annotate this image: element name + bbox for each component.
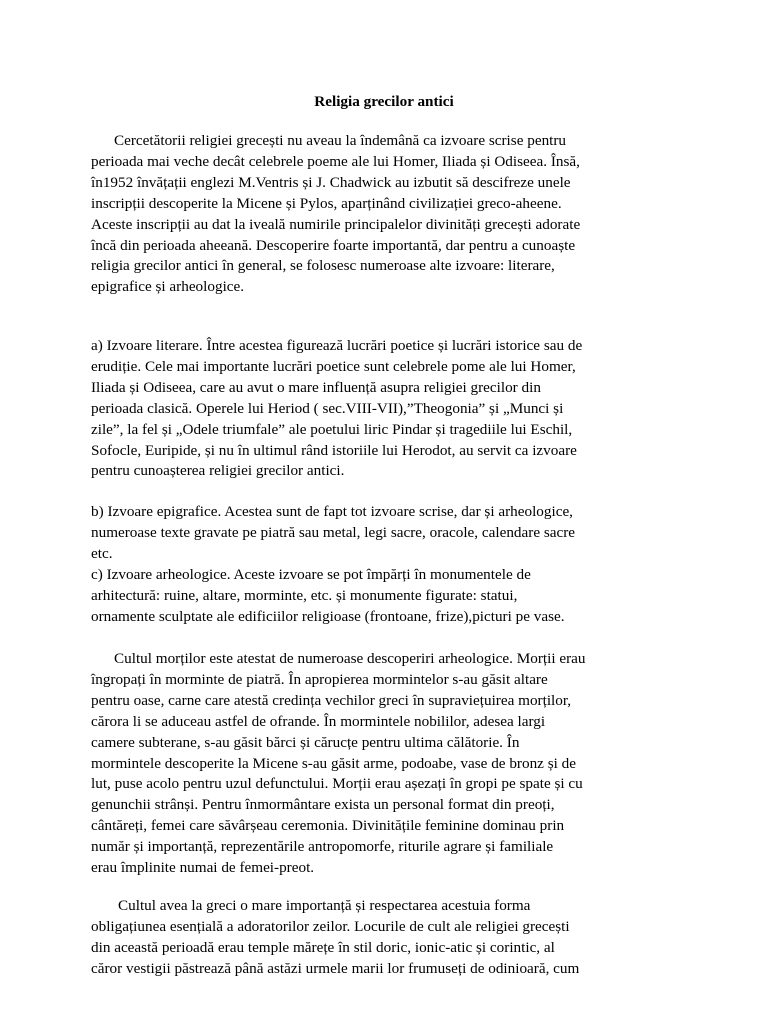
text-line: pentru cunoașterea religiei grecilor antici. (91, 462, 345, 480)
text-line: genunchii strânși. Pentru înmormântare exista un personal format din preoți, (91, 796, 555, 814)
text-line: obligațiunea esențială a adoratorilor zeilor. Locurile de cult ale religiei grecești (91, 917, 570, 935)
text-line: b) Izvoare epigrafice. Acestea sunt de fapt tot izvoare scrise, dar și arheologice, (91, 503, 573, 520)
text-line: cărora li se aduceau astfel de ofrande. În mormintele nobililor, adesea largi (91, 712, 546, 730)
text-line: arhitectură: ruine, altare, morminte, etc. și monumente figurate: statui, (91, 586, 518, 604)
text-line: erau împlinite numai de femei-preot. (91, 859, 315, 877)
text-line: erudiție. Cele mai importante lucrări poetice sunt celebrele pome ale lui Homer, (91, 357, 576, 375)
text-line: încă din perioada aheeană. Descoperire foarte importantă, dar pentru a cunoaște (91, 236, 576, 254)
text-line: cântăreți, femei care săvârșeau ceremonia. Divinitățile feminine dominau prin (91, 817, 565, 835)
text-line: din această perioadă erau temple mărețe în stil doric, ionic-atic și corintic, al (91, 938, 555, 956)
text-line: religia grecilor antici în general, se folosesc numeroase alte izvoare: literare, (91, 257, 555, 275)
text-line: camere subterane, s-au găsit bărci și cărucțe pentru ultima călătorie. În (91, 733, 520, 751)
text-line: numeroase texte gravate pe piatră sau metal, legi sacre, oracole, calendare sacre (91, 523, 576, 541)
page-title: Religia grecilor antici (314, 93, 454, 110)
text-line: perioada clasică. Operele lui Heriod ( sec.VIII-VII),”Theogonia” și „Munci și (91, 399, 564, 417)
paragraph-cult-worship (91, 896, 691, 980)
text-line: număr și importanță, reprezentările antropomorfe, riturile agrare și familiale (91, 838, 554, 856)
text-line: Aceste inscripții au dat la iveală numirile principalelor divinități grecești adorate (91, 215, 581, 233)
text-line: îngropați în morminte de piatră. În apropierea mormintelor s-au găsit altare (91, 670, 548, 688)
paragraph-cult-of-dead (91, 649, 691, 879)
text-line: zile”, la fel și „Odele triumfale” ale poetului liric Pindar și tragediile lui Eschil, (91, 420, 573, 438)
text-line: a) Izvoare literare. Între acestea figurează lucrări poetice și lucrări istorice sau de (91, 337, 583, 354)
text-line: căror vestigii păstrează până astăzi urmele marii lor frumuseți de odinioară, cum (91, 959, 580, 977)
text-line: Cultul morților este atestat de numeroase descoperiri arheologice. Morții erau (114, 650, 586, 667)
text-line: etc. (91, 544, 113, 562)
text-line: Cercetătorii religiei grecești nu aveau la îndemână ca izvoare scrise pentru (114, 132, 567, 149)
text-line: Sofocle, Euripide, și nu în ultimul rând istoriile lui Herodot, au servit ca izvoare (91, 441, 577, 459)
text-line: ornamente sculptate ale edificiilor religioase (frontoane, frize),picturi pe vase. (91, 607, 565, 625)
paragraph-intro (91, 131, 691, 298)
text-line: pentru oase, carne care atestă credința vechilor greci în supraviețuirea morților, (91, 691, 572, 709)
text-line: c) Izvoare arheologice. Aceste izvoare se pot împărți în monumentele de (91, 565, 531, 583)
text-line: Cultul avea la greci o mare importanță și respectarea acestuia forma (118, 897, 531, 914)
paragraph-epigraphic-archaeological-sources (91, 502, 691, 627)
text-line: lut, puse acolo pentru uzul defunctului. Morții erau așezați în gropi pe spate și cu (91, 775, 583, 793)
paragraph-literary-sources (91, 336, 691, 482)
text-line: perioada mai veche decât celebrele poeme ale lui Homer, Iliada și Odiseea. Însă, (91, 152, 580, 170)
text-line: mormintele descoperite la Micene s-au găsit arme, podoabe, vase de bronz și de (91, 754, 576, 772)
text-line: Iliada și Odiseea, care au avut o mare influență asupra religiei grecilor din (91, 378, 541, 396)
text-line: inscripții descoperite la Micene și Pylos, aparținând civilizației greco-aheene. (91, 194, 562, 212)
text-line: epigrafice și arheologice. (91, 278, 245, 296)
text-line: în1952 învățații englezi M.Ventris și J. Chadwick au izbutit să descifreze unele (91, 173, 571, 191)
